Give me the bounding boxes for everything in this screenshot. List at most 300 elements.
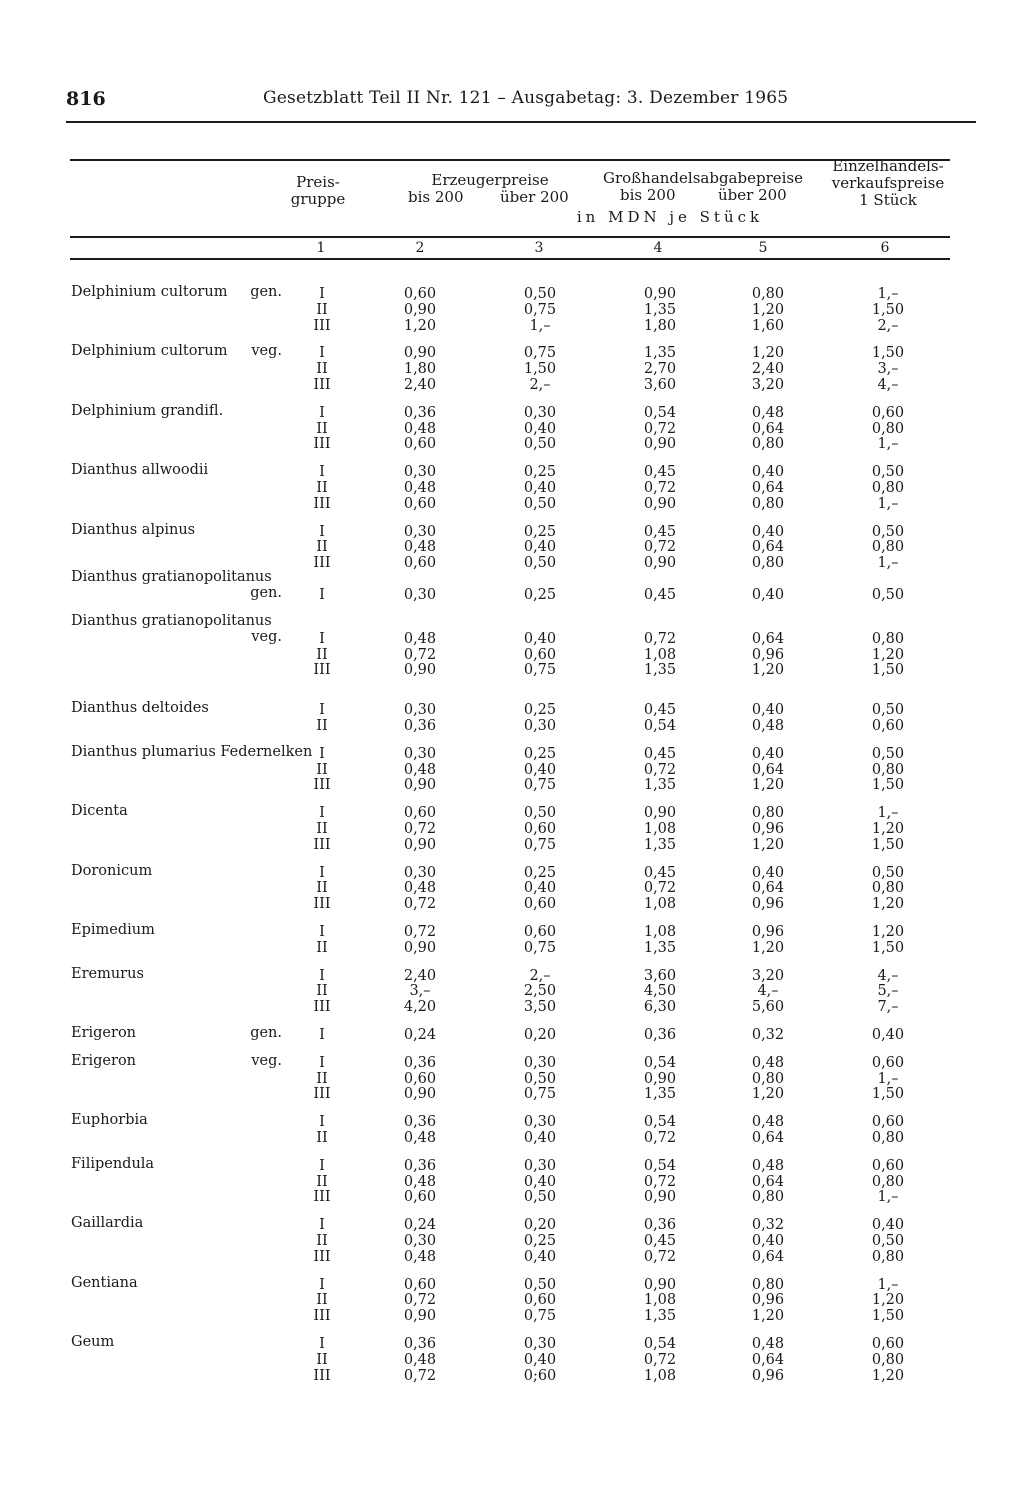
price-group: I (319, 702, 325, 719)
price-c3: 0,20 (523, 1217, 557, 1234)
price-c2: 0,48 (403, 420, 437, 437)
price-c6: 1,50 (871, 662, 905, 679)
price-group: II (316, 539, 328, 556)
price-c5: 0,32 (751, 1217, 785, 1234)
price-group: II (316, 646, 328, 663)
price-c2: 0,60 (403, 1276, 437, 1293)
price-c5: 0,40 (751, 587, 785, 603)
price-group: III (313, 376, 331, 393)
price-c2: 2,40 (403, 967, 437, 984)
table-row (70, 1114, 950, 1130)
table-row (70, 743, 950, 762)
price-c4: 0,72 (643, 1351, 677, 1368)
table-row (70, 983, 950, 999)
price-c2: 0,72 (403, 1367, 437, 1384)
price-c3: 0,50 (523, 805, 557, 822)
table-row (70, 539, 950, 555)
price-c3: 0,25 (523, 864, 557, 881)
table-row (70, 1308, 950, 1324)
price-c2: 0,24 (403, 1217, 437, 1234)
price-c5: 3,20 (751, 967, 785, 984)
price-c3: 0,50 (523, 555, 557, 572)
price-c6: 1,50 (871, 301, 905, 318)
price-group: II (316, 939, 328, 956)
price-c3: 0,30 (523, 717, 557, 734)
price-c2: 0,48 (403, 630, 437, 647)
table-row (70, 402, 950, 421)
col-number: 6 (880, 240, 890, 256)
price-c6: 0,50 (871, 587, 905, 603)
price-group: II (316, 1070, 328, 1087)
price-c2: 0,48 (403, 1173, 437, 1190)
price-c2: 0,72 (403, 820, 437, 837)
price-c2: 0,60 (403, 436, 437, 453)
price-c6: 7,– (877, 999, 899, 1016)
plant-name: Dianthus gratianopolitanus (71, 612, 272, 629)
plant-name: Geum (71, 1334, 115, 1350)
price-c5: 0,96 (751, 646, 785, 663)
price-c2: 0,72 (403, 924, 437, 940)
price-c4: 0,45 (643, 864, 677, 881)
price-c6: 1,50 (871, 777, 905, 794)
price-c4: 0,90 (643, 1189, 677, 1206)
price-c3: 0,75 (523, 1086, 557, 1103)
price-c3: 0,75 (523, 345, 557, 362)
col-number: 3 (534, 240, 544, 256)
price-c6: 0,40 (871, 1217, 905, 1234)
price-c2: 0,30 (403, 587, 437, 603)
price-c3: 0,75 (523, 662, 557, 679)
price-group: I (319, 523, 325, 540)
price-c5: 1,20 (751, 777, 785, 794)
price-c2: 0,72 (403, 896, 437, 913)
price-group: II (316, 820, 328, 837)
price-c5: 0,48 (751, 404, 785, 421)
price-c2: 0,30 (403, 702, 437, 719)
price-c3: 2,50 (523, 983, 557, 1000)
header-mid-rule (70, 236, 950, 238)
price-group: III (313, 436, 331, 453)
price-c4: 0,45 (643, 1232, 677, 1249)
price-c5: 3,20 (751, 376, 785, 393)
price-c4: 0,72 (643, 761, 677, 778)
preisgruppe-header (268, 174, 368, 208)
price-c5: 0,40 (751, 864, 785, 881)
table-row (70, 837, 950, 853)
table-row (70, 940, 950, 956)
price-c6: 0,80 (871, 630, 905, 647)
price-c2: 0,30 (403, 523, 437, 540)
table-row (70, 805, 950, 821)
price-c2: 0,90 (403, 777, 437, 794)
price-c5: 0,96 (751, 820, 785, 837)
price-c2: 0,48 (403, 1351, 437, 1368)
price-c3: 0,50 (523, 286, 557, 302)
price-c5: 5,60 (751, 999, 785, 1016)
price-c4: 2,70 (643, 361, 677, 378)
price-c2: 0,48 (403, 539, 437, 556)
price-c5: 0,64 (751, 880, 785, 897)
price-c4: 0,36 (643, 1027, 677, 1043)
price-c2: 0,90 (403, 301, 437, 318)
price-c4: 0,54 (643, 404, 677, 421)
plant-name: Delphinium cultorum (71, 284, 228, 300)
price-group: III (313, 495, 331, 512)
price-c3: 0,30 (523, 404, 557, 421)
price-c5: 0,48 (751, 1054, 785, 1071)
price-c3: 0,50 (523, 1189, 557, 1206)
header-bottom-rule (70, 258, 950, 260)
price-group: III (313, 555, 331, 572)
price-c2: 0,60 (403, 1189, 437, 1206)
price-c5: 0,80 (751, 495, 785, 512)
price-c6: 0,50 (871, 523, 905, 540)
price-c3: 1,– (529, 317, 551, 334)
price-c2: 1,80 (403, 361, 437, 378)
price-c3: 0,50 (523, 436, 557, 453)
price-c3: 2,– (529, 376, 551, 393)
price-c4: 0,72 (643, 880, 677, 897)
price-c5: 1,60 (751, 317, 785, 334)
price-c2: 0,90 (403, 1086, 437, 1103)
price-c3: 0,40 (523, 539, 557, 556)
price-c4: 6,30 (643, 999, 677, 1016)
price-c4: 0,90 (643, 1070, 677, 1087)
table-row (70, 318, 950, 334)
plant-name: Dianthus plumarius Federnelken (71, 743, 313, 760)
table-row (70, 302, 950, 318)
price-c5: 0,80 (751, 1276, 785, 1293)
price-c2: 0,24 (403, 1027, 437, 1043)
price-c5: 0,96 (751, 924, 785, 940)
price-c6: 0,60 (871, 1336, 905, 1352)
table-row (70, 345, 950, 361)
table-row (70, 862, 950, 881)
plant-name: Dianthus gratianopolitanus (71, 569, 272, 585)
price-group: III (313, 1367, 331, 1384)
running-title: Gesetzblatt Teil II Nr. 121 – Ausgabetag: 3. Dezember 1965 (263, 88, 789, 108)
price-c6: 1,50 (871, 836, 905, 853)
table-row (70, 647, 950, 663)
price-c2: 0,48 (403, 761, 437, 778)
price-c5: 0,64 (751, 630, 785, 647)
price-c3: 0,30 (523, 1157, 557, 1174)
table-row (70, 1249, 950, 1265)
price-c2: 0,36 (403, 404, 437, 421)
price-c3: 0,40 (523, 630, 557, 647)
price-c5: 0,40 (751, 464, 785, 481)
price-group: I (319, 924, 325, 940)
price-c3: 0,40 (523, 1173, 557, 1190)
einzel-line2: verkaufspreise (831, 174, 945, 192)
page-number: 816 (66, 88, 106, 110)
price-c2: 0,36 (403, 1114, 437, 1131)
plant-name: Erigeron (71, 1052, 137, 1069)
price-c3: 0,40 (523, 1129, 557, 1146)
price-group: III (313, 999, 331, 1016)
price-c5: 0,80 (751, 555, 785, 572)
table-row (70, 480, 950, 496)
price-c2: 0,48 (403, 1129, 437, 1146)
price-c5: 1,20 (751, 836, 785, 853)
price-group: I (319, 864, 325, 881)
price-c4: 1,35 (643, 301, 677, 318)
price-c4: 1,08 (643, 896, 677, 913)
price-c6: 3,– (877, 361, 899, 378)
price-c6: 0,60 (871, 404, 905, 421)
price-c4: 1,80 (643, 317, 677, 334)
price-group: I (319, 805, 325, 822)
col-number: 2 (415, 240, 425, 256)
price-c5: 1,20 (751, 662, 785, 679)
price-c4: 0,72 (643, 1248, 677, 1265)
plant-qualifier: veg. (251, 1052, 282, 1069)
gross-title: Großhandelsabgabepreise (602, 169, 804, 187)
price-group: I (319, 745, 325, 762)
einzelhandel-header (818, 158, 958, 209)
plant-name: Erigeron (71, 1025, 137, 1041)
table-row (70, 1352, 950, 1368)
price-group: II (316, 761, 328, 778)
price-c2: 0,36 (403, 1157, 437, 1174)
price-c3: 0,50 (523, 1070, 557, 1087)
price-group: II (316, 420, 328, 437)
price-c5: 4,– (757, 983, 779, 1000)
plant-name: Dianthus allwoodii (71, 462, 209, 479)
price-c5: 0,64 (751, 1248, 785, 1265)
price-c6: 1,20 (871, 896, 905, 913)
table-row (70, 880, 950, 896)
price-group: II (316, 1129, 328, 1146)
price-group: I (319, 587, 325, 603)
table-row (70, 1274, 950, 1293)
table-row (70, 436, 950, 452)
table-row (70, 965, 950, 984)
plant-name: Euphorbia (71, 1112, 148, 1129)
price-c2: 0,30 (403, 1232, 437, 1249)
price-c4: 1,08 (643, 1367, 677, 1384)
price-c5: 0,40 (751, 745, 785, 762)
price-group: I (319, 1054, 325, 1071)
price-c3: 1,50 (523, 361, 557, 378)
price-c6: 0,60 (871, 717, 905, 734)
price-c5: 0,40 (751, 702, 785, 719)
price-c6: 0,50 (871, 745, 905, 762)
price-c2: 1,20 (403, 317, 437, 334)
price-c3: 0,25 (523, 587, 557, 603)
price-c3: 0,40 (523, 420, 557, 437)
price-c3: 0,25 (523, 464, 557, 481)
grosshandel-header (598, 170, 808, 204)
table-row (70, 587, 950, 603)
price-c4: 1,35 (643, 345, 677, 362)
price-group: I (319, 1276, 325, 1293)
price-c4: 0,90 (643, 805, 677, 822)
table-row (70, 1071, 950, 1087)
price-c2: 3,– (409, 983, 431, 1000)
table-row (70, 1233, 950, 1249)
price-group: I (319, 1027, 325, 1043)
table-row (70, 464, 950, 480)
price-c5: 1,20 (751, 1308, 785, 1325)
price-c6: 1,50 (871, 1086, 905, 1103)
price-c3: 0;60 (523, 1367, 557, 1384)
header-rule (66, 121, 976, 123)
erzeugerpreise-header (400, 172, 580, 206)
price-group: I (319, 630, 325, 647)
price-c6: 0,50 (871, 1232, 905, 1249)
price-c6: 0,80 (871, 761, 905, 778)
price-c4: 0,45 (643, 523, 677, 540)
table-row (70, 1189, 950, 1205)
price-c5: 0,64 (751, 1351, 785, 1368)
price-c5: 0,80 (751, 286, 785, 302)
erzeuger-sub2: über 200 (500, 188, 569, 206)
price-c6: 0,50 (871, 702, 905, 719)
preisgruppe-line1: Preis- (296, 173, 340, 191)
price-c4: 0,54 (643, 1157, 677, 1174)
price-c4: 0,36 (643, 1217, 677, 1234)
price-c2: 0,90 (403, 345, 437, 362)
plant-name: Doronicum (71, 862, 153, 879)
price-c4: 3,60 (643, 376, 677, 393)
price-c4: 0,72 (643, 420, 677, 437)
price-group: II (316, 717, 328, 734)
price-c3: 3,50 (523, 999, 557, 1016)
price-c6: 1,– (877, 805, 899, 822)
col-number: 4 (653, 240, 663, 256)
price-c4: 0,72 (643, 630, 677, 647)
price-c6: 1,– (877, 286, 899, 302)
price-c4: 4,50 (643, 983, 677, 1000)
page-header (66, 88, 976, 122)
price-c5: 1,20 (751, 939, 785, 956)
price-c6: 0,60 (871, 1157, 905, 1174)
table-row (70, 628, 950, 647)
table-row (70, 1130, 950, 1146)
price-group: I (319, 286, 325, 302)
einzel-line3: 1 Stück (859, 191, 917, 209)
price-c5: 0,80 (751, 1189, 785, 1206)
price-c6: 0,80 (871, 539, 905, 556)
price-c2: 2,40 (403, 376, 437, 393)
price-c4: 0,90 (643, 555, 677, 572)
plant-name: Delphinium cultorum (71, 343, 228, 360)
price-c4: 0,45 (643, 745, 677, 762)
price-c2: 0,60 (403, 555, 437, 572)
table-row (70, 1052, 950, 1071)
price-group: III (313, 1086, 331, 1103)
price-c2: 0,90 (403, 662, 437, 679)
price-c4: 0,72 (643, 1129, 677, 1146)
table-row (70, 286, 950, 302)
price-group: I (319, 464, 325, 481)
price-c3: 0,40 (523, 479, 557, 496)
price-group: III (313, 1189, 331, 1206)
table-row (70, 1174, 950, 1190)
price-c6: 4,– (877, 967, 899, 984)
einzel-line1: Einzelhandels- (832, 157, 944, 175)
price-c6: 0,80 (871, 1129, 905, 1146)
price-group: II (316, 1292, 328, 1309)
price-group: III (313, 896, 331, 913)
price-c2: 0,30 (403, 864, 437, 881)
price-c4: 1,35 (643, 777, 677, 794)
price-group: III (313, 317, 331, 334)
price-c4: 3,60 (643, 967, 677, 984)
price-c3: 0,60 (523, 896, 557, 913)
price-c5: 0,80 (751, 436, 785, 453)
price-c2: 0,72 (403, 1292, 437, 1309)
price-c6: 1,50 (871, 939, 905, 956)
price-group: II (316, 361, 328, 378)
price-c4: 0,45 (643, 587, 677, 603)
price-c5: 0,32 (751, 1027, 785, 1043)
price-c2: 0,90 (403, 836, 437, 853)
price-c4: 0,45 (643, 702, 677, 719)
price-c4: 0,54 (643, 717, 677, 734)
price-c3: 0,40 (523, 1248, 557, 1265)
price-c2: 0,90 (403, 939, 437, 956)
price-c4: 1,35 (643, 836, 677, 853)
price-c5: 0,64 (751, 479, 785, 496)
price-c6: 0,60 (871, 1054, 905, 1071)
price-c2: 0,60 (403, 805, 437, 822)
price-c6: 4,– (877, 376, 899, 393)
table-row (70, 1155, 950, 1174)
plant-qualifier: gen. (250, 284, 282, 300)
table-row (70, 1336, 950, 1352)
price-c4: 0,72 (643, 1173, 677, 1190)
price-c4: 1,08 (643, 924, 677, 940)
table-row (70, 662, 950, 678)
price-group: I (319, 345, 325, 362)
price-group: III (313, 777, 331, 794)
price-group: II (316, 1351, 328, 1368)
price-c6: 0,50 (871, 464, 905, 481)
price-c5: 0,96 (751, 1367, 785, 1384)
price-c2: 0,36 (403, 1054, 437, 1071)
price-c2: 0,48 (403, 479, 437, 496)
price-group: I (319, 1217, 325, 1234)
price-c2: 0,48 (403, 880, 437, 897)
table-row (70, 718, 950, 734)
price-c6: 2,– (877, 317, 899, 334)
table-row (70, 896, 950, 912)
erzeuger-title: Erzeugerpreise (431, 171, 549, 189)
price-c5: 0,64 (751, 761, 785, 778)
price-c3: 0,25 (523, 702, 557, 719)
price-c6: 0,40 (871, 1027, 905, 1043)
price-group: III (313, 1308, 331, 1325)
price-c3: 0,75 (523, 1308, 557, 1325)
plant-name: Filipendula (71, 1155, 155, 1172)
price-c4: 1,35 (643, 939, 677, 956)
table-row (70, 821, 950, 837)
price-c4: 0,90 (643, 286, 677, 302)
plant-qualifier: veg. (251, 628, 282, 645)
price-c5: 2,40 (751, 361, 785, 378)
price-c2: 0,72 (403, 646, 437, 663)
price-c3: 0,60 (523, 924, 557, 940)
price-c4: 0,90 (643, 495, 677, 512)
table-row (70, 377, 950, 393)
price-group: II (316, 301, 328, 318)
plant-name: Epimedium (71, 922, 155, 938)
price-c4: 0,54 (643, 1054, 677, 1071)
price-c3: 0,75 (523, 939, 557, 956)
price-c6: 0,60 (871, 1114, 905, 1131)
